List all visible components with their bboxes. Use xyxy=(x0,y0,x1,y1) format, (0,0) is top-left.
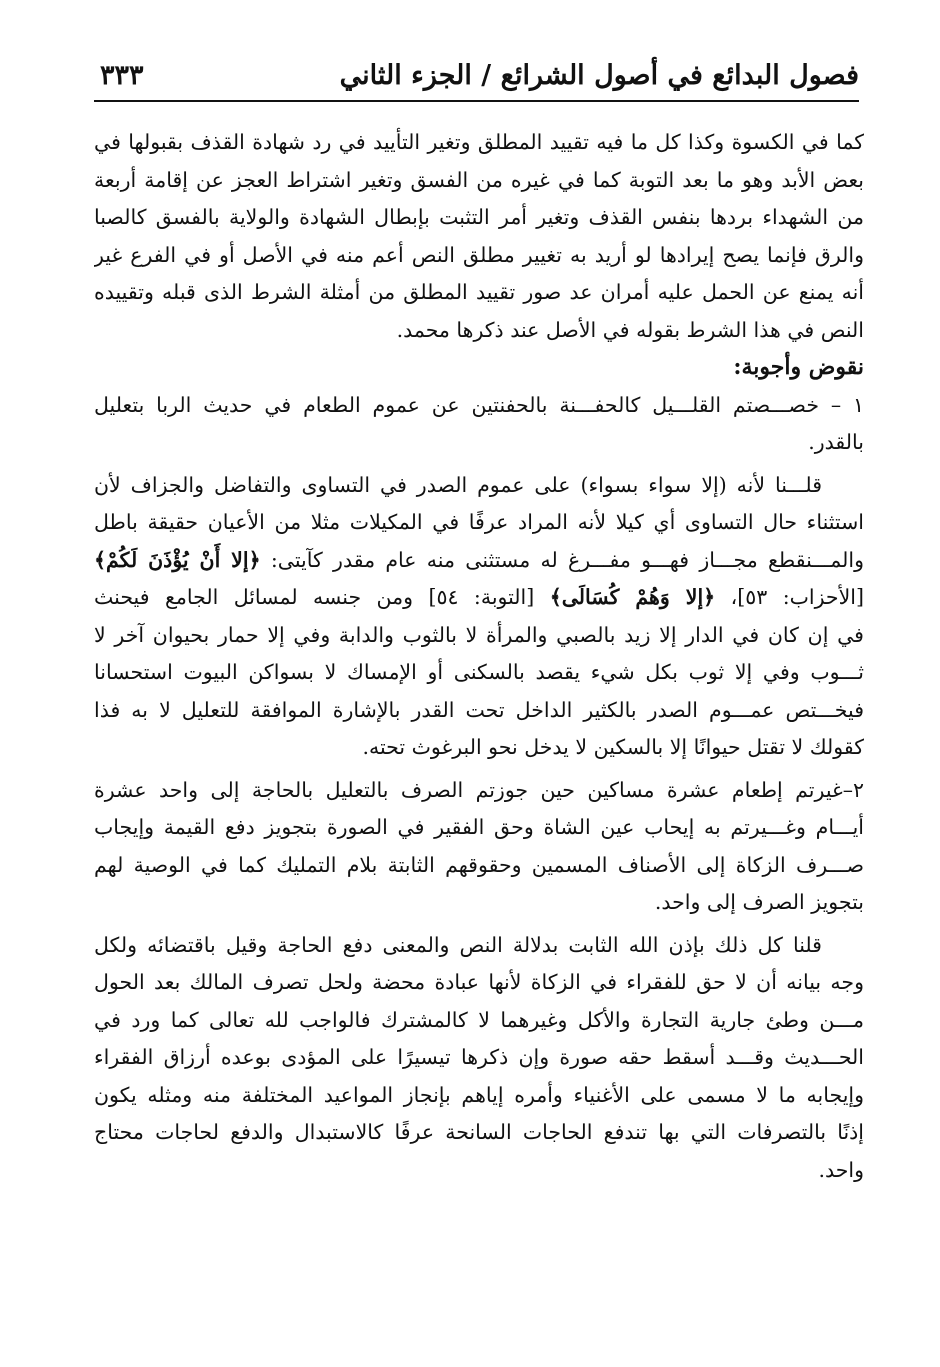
answer-1 xyxy=(94,467,864,767)
text-line: قلـــنا لأنه (إلا سواء بسواء) على عموم الصدر في التساوى والتفاضل والجزاف لأن xyxy=(94,472,822,497)
text-segment: والمـــنقطع مجـــاز فهـــو مفـــرغ له مستثنى منه عام مقدر كآيتى: xyxy=(270,547,864,572)
text-line: أنه يمنع عن الحمل عليه أمران عد صور تقييد المطلق من أمثلة الشرط الذى قبله وتقييده xyxy=(94,280,864,304)
text-line: بعض الأبد وهو ما بعد التوبة كما في غيره من الفسق وتغير اشتراط العجز عن إقامة أربعة xyxy=(94,167,864,192)
text-line: واحد. xyxy=(818,1157,864,1182)
text-line: وإيجابه ما لا مسمى على الأغنياء وأمره إياهم بإنجاز المواعيد المختلفة منه ومثله يكون xyxy=(94,1082,864,1107)
objection-1 xyxy=(94,387,864,462)
answer-2 xyxy=(94,927,864,1190)
text-line: صـــرف الزكاة إلى الأصناف المسمين وحقوقهم الثابتة بلام التمليك كما في الوصية لهم xyxy=(94,852,864,877)
quran-verse: ﴿إلا أَنْ يُؤْذَنَ لَكُمْ﴾ xyxy=(94,547,261,572)
text-line: كما في الكسوة وكذا كل ما فيه تقييد المطلق وتغير التأييد في رد شهادة القذف بقبولها في xyxy=(94,130,864,154)
text-line: فيخـــتص عمـــوم الصدر بالكثير الداخل تحت القدر بالإشارة الموافقة للتعليل لا به فذا xyxy=(94,697,864,722)
text-line: إذنًا بالتصرفات التي بها تندفع الحاجات السانحة عرفًا كالاستبدال والدفع لحاجات محتاج xyxy=(94,1120,864,1144)
text-line: استثناء حال التساوى أي كيلا لأنه المراد عرفًا في المكيلات مثلا من الأعيان حقيقة باطل xyxy=(94,510,864,534)
text-line: في إن كان في الدار إلا زيد بالصبي والمرأة لا بالثوب والدابة وفي إلا حمار بحيوان آخر لا xyxy=(94,622,864,647)
paragraph-1 xyxy=(94,124,864,349)
page-body xyxy=(94,124,864,1189)
text-line: الحـــديث وقـــد أسقط حقه صورة وإن ذكرها تيسيرًا على المؤدى بوعده أرزاق الفقراء xyxy=(94,1045,864,1069)
text-line: ثـــوب وفي إلا ثوب بكل شيء يقصد بالسكنى أو الإمساك لا بسواكن البيوت استحسانا xyxy=(94,660,864,684)
header-rule xyxy=(94,100,859,102)
text-line: النص في هذا الشرط بقوله في الأصل عند ذكرها محمد. xyxy=(396,317,864,342)
objection-2 xyxy=(94,772,864,922)
text-line xyxy=(94,579,864,617)
text-line xyxy=(94,542,864,580)
section-heading: نقوض وأجوبة: xyxy=(733,354,864,380)
page-number: ٣٣٣ xyxy=(100,60,144,91)
text-line: أيـــام وغـــيرتم به إيحاب عين الشاة وحق الفقير في الصورة بتجويز دفع القيمة وإيجاب xyxy=(94,815,864,839)
text-line: من الشهداء بردها بنفس القذف وتغير أمر التثبت بإبطال الشهادة والولاية بالفسق كالصبا xyxy=(94,205,864,229)
page-header xyxy=(94,52,859,102)
text-line: كقولك لا تقتل حيوانًا إلا بالسكين لا يدخل نحو البرغوث تحته. xyxy=(362,735,864,759)
text-line: ١ – خصـــصتم القلـــيل كالحفـــنة بالحفنتين عن عموم الطعام في حديث الربا بتعليل xyxy=(94,392,864,417)
quran-verse: ﴿إلا وَهُمْ كُسَالَى﴾ xyxy=(549,585,716,609)
text-line: والرق فإنما يصح إيرادها لو أريد به تغيير مطلق النص أعم منه في الأصل أو في الفرع غير xyxy=(94,242,864,267)
text-segment: [التوبة: ٥٤] ومن جنسه لمسائل الجامع فيحنث xyxy=(94,585,535,609)
text-line: قلنا كل ذلك بإذن الله الثابت بدلالة النص والمعنى دفع الحاجة وقيل باقتضائه ولكل xyxy=(94,932,822,957)
running-title: فصول البدائع في أصول الشرائع / الجزء الثاني xyxy=(339,60,859,91)
text-line: ٢–غيرتم إطعام عشرة مساكين حين جوزتم الصرف بالتعليل بالحاجة إلى واحد عشرة xyxy=(94,777,864,802)
verse-reference: [الأحزاب: ٥٣]، xyxy=(730,585,864,609)
text-line: مـــن وطئ جارية التجارة والأكل وغيرهما لا كالمشترك فالواجب لله تعالى كما ورد في xyxy=(94,1007,864,1032)
text-line: بالقدر. xyxy=(808,430,864,454)
text-line: وجه بيانه أن لا حق للفقراء في الزكاة لأنها عبادة محضة ولحل تصرف المالك بعد الحول xyxy=(94,970,864,994)
text-line: بتجويز الصرف إلى واحد. xyxy=(654,890,864,914)
